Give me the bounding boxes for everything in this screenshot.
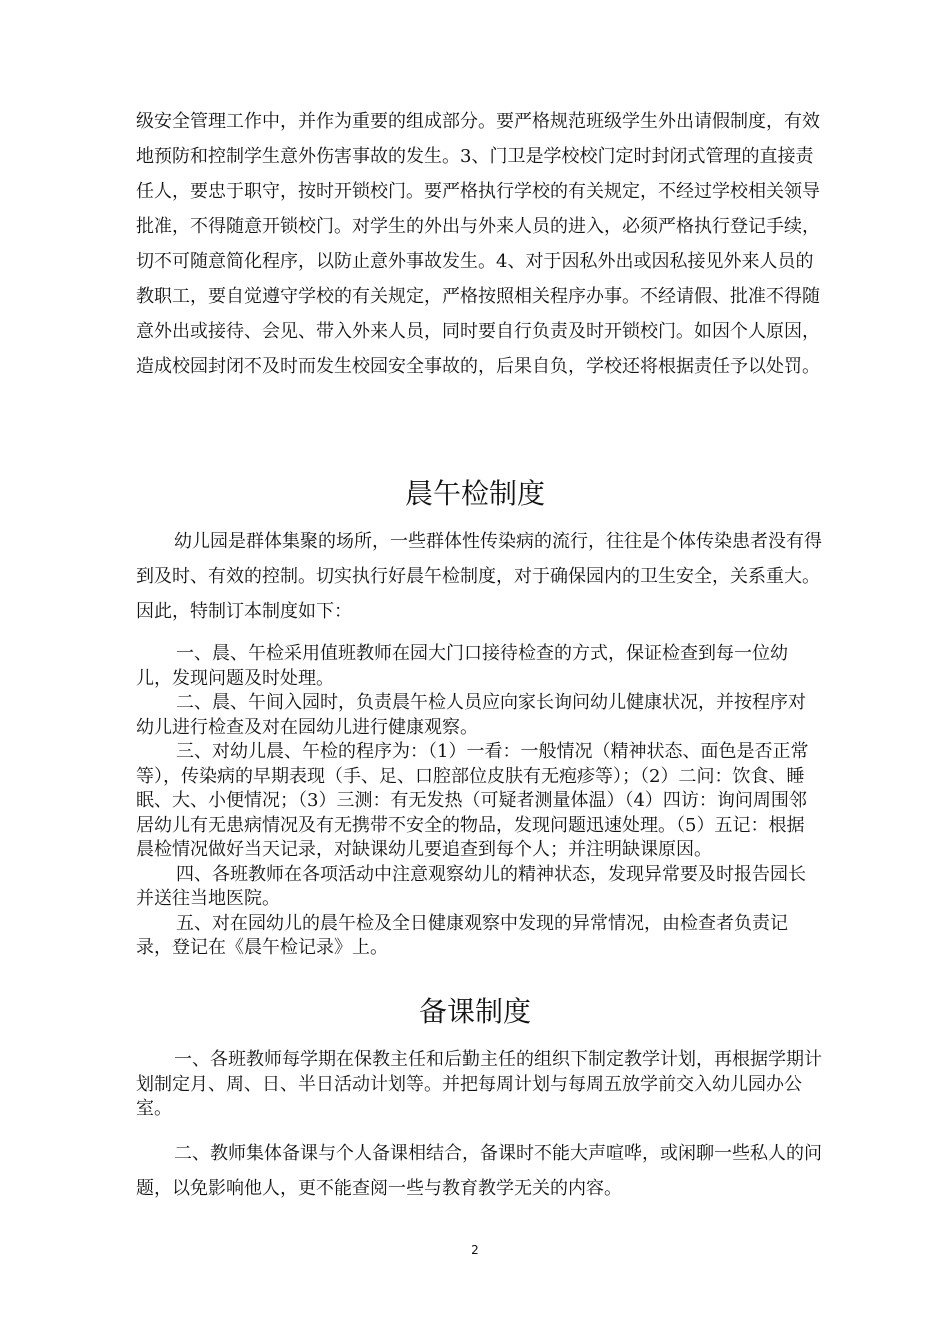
lesson-prep-rule-1 [136,1048,822,1122]
lesson-rule-item-2: 二、教师集体备课与个人备课相结合，备课时不能大声喧哗，或闲聊一些私人的问题，以免影响他人，更不能查阅一些与教育教学无关的内容。 [136,1143,822,1199]
rule-item-3: 三、对幼儿晨、午检的程序为：（1）一看：一般情况（精神状态、面色是否正常等），传染病的早期表现（手、足、口腔部位皮肤有无疱疹等）；（2）二问：饮食、睡眠、大、小便情况；（3）三测：有无发热（可疑者测量体温）（4）四访：询问周围邻居幼儿有无患病情况及有无携带不安全的物品，发现问题迅速处理。（5）五记：根据晨检情况做好当天记录，对缺课幼儿要追查到每个人；并注明缺课原因。 [136,741,809,860]
rule-item-4: 四、各班教师在各项活动中注意观察幼儿的精神状态，发现异常要及时报告园长并送往当地医院。 [136,863,806,909]
lesson-rule-item-1: 一、各班教师每学期在保教主任和后勤主任的组织下制定教学计划，再根据学期计划制定月、周、日、半日活动计划等。并把每周计划与每周五放学前交入幼儿园办公室。 [136,1049,822,1119]
lesson-prep-rule-2 [136,1136,822,1206]
section-title-lesson-prep: 备课制度 [418,995,531,1028]
section-title-morning-check: 晨午检制度 [404,477,545,510]
page-number: 2 [471,1243,479,1257]
section-intro: 幼儿园是群体集聚的场所，一些群体性传染病的流行，往往是个体传染患者没有得到及时、有效的控制。切实执行好晨午检制度，对于确保园内的卫生安全，关系重大。因此，特制订本制度如下： [136,531,822,622]
rule-item-1: 一、晨、午检采用值班教师在园大门口接待检查的方式，保证检查到每一位幼儿，发现问题及时处理。 [136,643,788,689]
paragraph-top: 级安全管理工作中，并作为重要的组成部分。要严格规范班级学生外出请假制度，有效地预防和控制学生意外伤害事故的发生。3、门卫是学校校门定时封闭式管理的直接责任人，要忠于职守，按时开锁校门。要严格执行学校的有关规定，不经过学校相关领导批准，不得随意开锁校门。对学生的外出与外来人员的进入，必须严格执行登记手续，切不可随意简化程序，以防止意外事故发生。4、对于因私外出或因私接见外来人员的教职工，要自觉遵守学校的有关规定，严格按照相关程序办事。不经请假、批准不得随意外出或接待、会见、带入外来人员，同时要自行负责及时开锁校门。如因个人原因，造成校园封闭不及时而发生校园安全事故的，后果自负，学校还将根据责任予以处罚。 [136,111,820,377]
rule-item-5: 五、对在园幼儿的晨午检及全日健康观察中发现的异常情况，由检查者负责记录，登记在《晨午检记录》上。 [136,912,788,958]
morning-check-rules [136,642,822,961]
rule-item-2: 二、晨、午间入园时，负责晨午检人员应向家长询问幼儿健康状况，并按程序对幼儿进行检查及对在园幼儿进行健康观察。 [136,692,806,738]
